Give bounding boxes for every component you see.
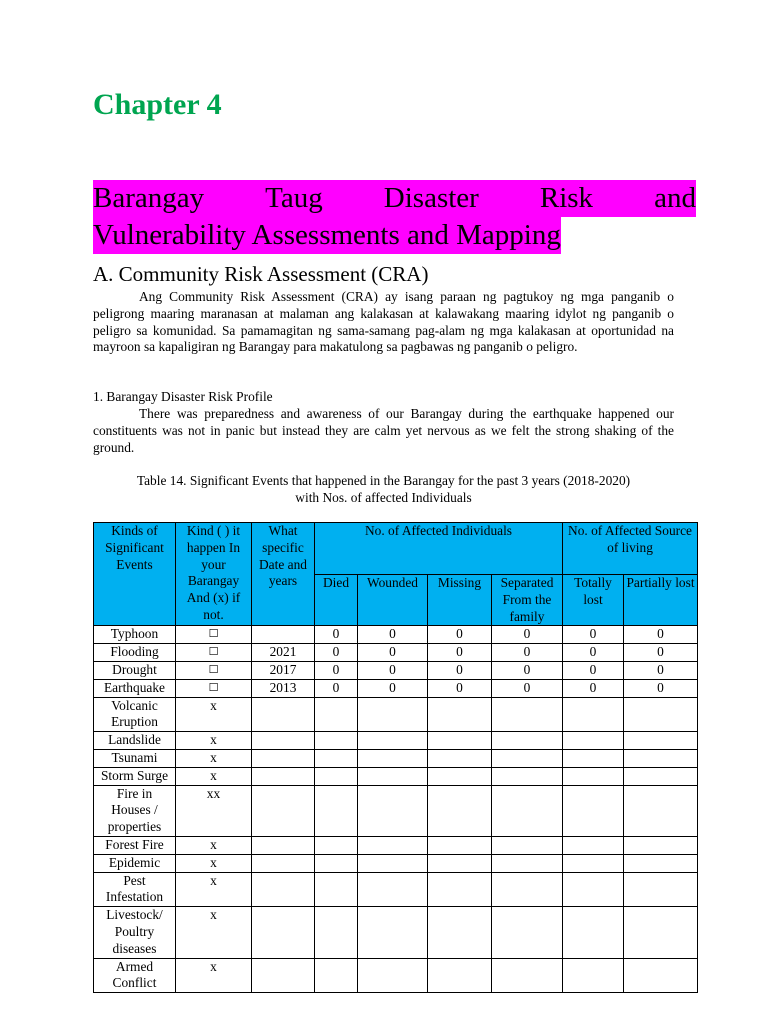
wounded-cell: 0	[358, 679, 428, 697]
event-cell: Pest Infestation	[94, 872, 176, 907]
wounded-cell	[358, 697, 428, 732]
partially-lost-cell: 0	[624, 661, 698, 679]
date-cell: 2013	[252, 679, 315, 697]
wounded-cell	[358, 749, 428, 767]
event-cell: Tsunami	[94, 749, 176, 767]
died-cell	[315, 872, 358, 907]
totally-lost-cell	[563, 854, 624, 872]
header-partially-lost: Partially lost	[624, 575, 698, 626]
mark-cell: x	[176, 697, 252, 732]
title-word: Risk	[539, 182, 594, 214]
missing-cell	[428, 958, 492, 993]
title-word: Taug	[265, 182, 323, 214]
separated-cell	[492, 697, 563, 732]
totally-lost-cell: 0	[563, 626, 624, 644]
died-cell: 0	[315, 626, 358, 644]
table-row	[94, 785, 698, 836]
page-title	[93, 180, 696, 254]
separated-cell	[492, 958, 563, 993]
table-row	[94, 854, 698, 872]
missing-cell: 0	[428, 644, 492, 662]
event-cell: Forest Fire	[94, 836, 176, 854]
partially-lost-cell: 0	[624, 626, 698, 644]
separated-cell	[492, 836, 563, 854]
wounded-cell: 0	[358, 626, 428, 644]
title-line-1	[93, 180, 696, 217]
died-cell	[315, 958, 358, 993]
table-row	[94, 626, 698, 644]
missing-cell	[428, 907, 492, 958]
died-cell	[315, 785, 358, 836]
totally-lost-cell	[563, 836, 624, 854]
died-cell	[315, 767, 358, 785]
missing-cell	[428, 854, 492, 872]
date-cell	[252, 767, 315, 785]
totally-lost-cell: 0	[563, 661, 624, 679]
table-row	[94, 661, 698, 679]
separated-cell	[492, 872, 563, 907]
date-cell	[252, 854, 315, 872]
mark-cell: x	[176, 836, 252, 854]
significant-events-table	[93, 522, 698, 993]
partially-lost-cell	[624, 732, 698, 750]
table-body	[94, 626, 698, 993]
event-cell: Landslide	[94, 732, 176, 750]
section-heading-cra: A. Community Risk Assessment (CRA)	[93, 262, 429, 286]
risk-profile-paragraph: There was preparedness and awareness of our Barangay during the earthquake happened our constituents was not in panic but instead they are calm yet nervous as we felt the strong shaking of the ground.	[93, 406, 674, 455]
died-cell	[315, 697, 358, 732]
event-cell: Drought	[94, 661, 176, 679]
partially-lost-cell: 0	[624, 679, 698, 697]
table-caption-line: with Nos. of affected Individuals	[295, 490, 472, 505]
mark-cell: x	[176, 767, 252, 785]
partially-lost-cell	[624, 697, 698, 732]
event-cell: Armed Conflict	[94, 958, 176, 993]
died-cell: 0	[315, 661, 358, 679]
table-caption-line: Table 14. Significant Events that happened in the Barangay for the past 3 years (2018-2020)	[136, 473, 631, 488]
event-cell: Volcanic Eruption	[94, 697, 176, 732]
wounded-cell: 0	[358, 661, 428, 679]
date-cell: 2017	[252, 661, 315, 679]
subsection-heading-risk-profile: 1. Barangay Disaster Risk Profile	[93, 389, 273, 404]
missing-cell: 0	[428, 679, 492, 697]
partially-lost-cell: 0	[624, 644, 698, 662]
date-cell	[252, 907, 315, 958]
wounded-cell	[358, 785, 428, 836]
header-kinds: Kinds of Significant Events	[94, 523, 176, 626]
mark-cell: x	[176, 854, 252, 872]
table-row	[94, 872, 698, 907]
missing-cell	[428, 836, 492, 854]
separated-cell	[492, 749, 563, 767]
mark-cell: x	[176, 749, 252, 767]
title-word: Barangay	[93, 182, 205, 214]
date-cell	[252, 732, 315, 750]
title-word: and	[654, 182, 696, 214]
totally-lost-cell	[563, 872, 624, 907]
missing-cell	[428, 732, 492, 750]
partially-lost-cell	[624, 785, 698, 836]
mark-cell: x	[176, 907, 252, 958]
wounded-cell	[358, 854, 428, 872]
totally-lost-cell	[563, 697, 624, 732]
header-separated: Separated From the family	[492, 575, 563, 626]
totally-lost-cell	[563, 732, 624, 750]
header-date: What specific Date and years	[252, 523, 315, 626]
table-row	[94, 836, 698, 854]
event-cell: Storm Surge	[94, 767, 176, 785]
header-totally-lost: Totally lost	[563, 575, 624, 626]
partially-lost-cell	[624, 907, 698, 958]
chapter-heading: Chapter 4	[93, 88, 222, 121]
mark-cell: ☐	[176, 626, 252, 644]
missing-cell	[428, 785, 492, 836]
table-row	[94, 679, 698, 697]
date-cell	[252, 785, 315, 836]
totally-lost-cell: 0	[563, 679, 624, 697]
event-cell: Fire in Houses / properties	[94, 785, 176, 836]
header-affected-source: No. of Affected Source of living	[563, 523, 698, 575]
died-cell	[315, 854, 358, 872]
table-row	[94, 697, 698, 732]
partially-lost-cell	[624, 958, 698, 993]
separated-cell	[492, 767, 563, 785]
table-row	[94, 767, 698, 785]
totally-lost-cell	[563, 767, 624, 785]
mark-cell: x	[176, 872, 252, 907]
wounded-cell	[358, 732, 428, 750]
mark-cell: x	[176, 958, 252, 993]
header-missing: Missing	[428, 575, 492, 626]
date-cell	[252, 626, 315, 644]
table-caption	[93, 472, 674, 506]
header-affected-individuals: No. of Affected Individuals	[315, 523, 563, 575]
partially-lost-cell	[624, 872, 698, 907]
died-cell	[315, 732, 358, 750]
table-row	[94, 907, 698, 958]
totally-lost-cell	[563, 958, 624, 993]
event-cell: Epidemic	[94, 854, 176, 872]
mark-cell: ☐	[176, 661, 252, 679]
separated-cell: 0	[492, 661, 563, 679]
date-cell	[252, 836, 315, 854]
died-cell	[315, 749, 358, 767]
header-died: Died	[315, 575, 358, 626]
totally-lost-cell: 0	[563, 644, 624, 662]
mark-cell: x	[176, 732, 252, 750]
wounded-cell	[358, 872, 428, 907]
date-cell	[252, 958, 315, 993]
header-wounded: Wounded	[358, 575, 428, 626]
wounded-cell	[358, 958, 428, 993]
event-cell: Earthquake	[94, 679, 176, 697]
died-cell	[315, 836, 358, 854]
died-cell: 0	[315, 644, 358, 662]
separated-cell	[492, 854, 563, 872]
missing-cell	[428, 749, 492, 767]
table-row	[94, 644, 698, 662]
date-cell: 2021	[252, 644, 315, 662]
date-cell	[252, 749, 315, 767]
wounded-cell: 0	[358, 644, 428, 662]
separated-cell: 0	[492, 679, 563, 697]
event-cell: Flooding	[94, 644, 176, 662]
mark-cell: xx	[176, 785, 252, 836]
totally-lost-cell	[563, 749, 624, 767]
separated-cell	[492, 785, 563, 836]
table-row	[94, 958, 698, 993]
partially-lost-cell	[624, 854, 698, 872]
separated-cell: 0	[492, 626, 563, 644]
title-word: Disaster	[383, 182, 479, 214]
date-cell	[252, 697, 315, 732]
wounded-cell	[358, 767, 428, 785]
table-row	[94, 749, 698, 767]
separated-cell: 0	[492, 644, 563, 662]
mark-cell: ☐	[176, 679, 252, 697]
cra-paragraph: Ang Community Risk Assessment (CRA) ay isang paraan ng pagtukoy ng mga panganib o peligrong maaring maranasan at malaman ang kalakasan at kalawakang maaring idylot ng panganib o peligro sa komunidad. Sa pamamagitan ng sama-samang pag-alam ng mga kalakasan at oportunidad na mayroon sa kapaligiran ng Barangay para makatulong sa pagbawas ng panganib o peligro.	[93, 289, 674, 355]
died-cell: 0	[315, 679, 358, 697]
missing-cell	[428, 697, 492, 732]
missing-cell	[428, 872, 492, 907]
table-row	[94, 732, 698, 750]
header-kind-mark: Kind ( ) it happen In your Barangay And (x) if not.	[176, 523, 252, 626]
wounded-cell	[358, 907, 428, 958]
totally-lost-cell	[563, 785, 624, 836]
date-cell	[252, 872, 315, 907]
missing-cell: 0	[428, 626, 492, 644]
event-cell: Livestock/ Poultry diseases	[94, 907, 176, 958]
separated-cell	[492, 732, 563, 750]
partially-lost-cell	[624, 836, 698, 854]
title-line-2: Vulnerability Assessments and Mapping	[93, 217, 561, 254]
wounded-cell	[358, 836, 428, 854]
partially-lost-cell	[624, 767, 698, 785]
totally-lost-cell	[563, 907, 624, 958]
mark-cell: ☐	[176, 644, 252, 662]
event-cell: Typhoon	[94, 626, 176, 644]
missing-cell	[428, 767, 492, 785]
partially-lost-cell	[624, 749, 698, 767]
separated-cell	[492, 907, 563, 958]
died-cell	[315, 907, 358, 958]
missing-cell: 0	[428, 661, 492, 679]
